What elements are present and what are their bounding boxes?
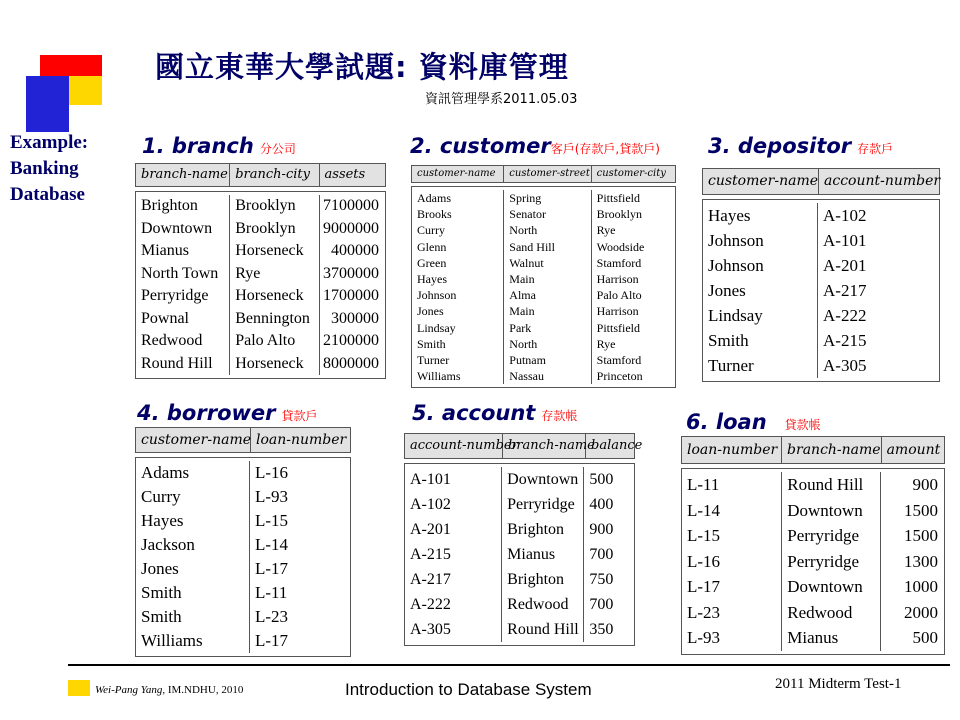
customer-cell: Williams [417, 369, 461, 384]
customer-cell: Walnut [509, 255, 544, 270]
loan-title-zh: 貸款帳 [784, 418, 821, 432]
branch-cell: Pownal [141, 309, 189, 327]
account-cell: Brighton [507, 521, 565, 538]
loan-column [881, 472, 944, 651]
customer-cell: Stamford [596, 352, 642, 367]
customer-cell: Spring [509, 191, 542, 205]
customer-cell: Alma [509, 288, 536, 303]
customer-body [411, 186, 676, 388]
account-title-zh: 存款帳 [541, 409, 578, 423]
customer-cell: Curry [417, 223, 445, 238]
loan-cell: 1000 [904, 577, 938, 596]
account-cell: Downtown [507, 471, 579, 488]
loan-cell: Mianus [787, 628, 839, 647]
borrower-cell: L-14 [254, 535, 288, 554]
borrower-cell: L-16 [254, 463, 288, 482]
customer-cell: Hayes [417, 271, 447, 286]
borrower-cell: L-93 [254, 487, 288, 506]
branch-cell: Palo Alto [235, 332, 296, 349]
account-cell: Perryridge [507, 496, 575, 513]
slide-subtitle: 資訊管理學系2011.05.03 [425, 92, 578, 107]
branch-cell: 1700000 [323, 287, 379, 304]
loan-cell: L-17 [687, 577, 721, 596]
loan-cell: L-14 [687, 500, 721, 520]
customer-cell: Palo Alto [596, 288, 642, 303]
customer-column-header: customer-name [412, 166, 504, 182]
customer-cell: Main [509, 271, 535, 286]
depositor-cell: Hayes [708, 206, 751, 225]
branch-cell: Downtown [141, 219, 213, 237]
side-label [10, 130, 88, 208]
customer-cell: North [509, 223, 538, 238]
loan-cell: Perryridge [787, 551, 859, 571]
customer-cell: Sand Hill [509, 239, 555, 254]
customer-cell: Putnam [509, 352, 546, 367]
account-column-header: account-number [405, 434, 503, 458]
account-cell: 700 [589, 546, 614, 563]
customer-cell: Rye [596, 223, 616, 238]
footer-divider [68, 664, 950, 666]
borrower-cell: L-11 [254, 583, 288, 602]
branch-cell: Mianus [141, 242, 189, 259]
loan-cell: Redwood [787, 602, 853, 622]
branch-cell: 400000 [331, 242, 379, 259]
account-column-header: branch-name [503, 434, 586, 458]
branch-cell: Brooklyn [235, 197, 296, 214]
customer-cell: Jones [417, 304, 444, 319]
depositor-cell: A-217 [823, 281, 867, 300]
branch-cell: 9000000 [323, 219, 379, 237]
customer-cell: North [509, 336, 538, 351]
customer-cell: Princeton [596, 369, 643, 384]
branch-cell: Bennington [235, 309, 310, 327]
account-cell: A-215 [410, 546, 451, 563]
customer-column [504, 190, 591, 384]
branch-column [230, 195, 319, 375]
loan-cell: L-93 [687, 628, 721, 647]
loan-column-header: branch-name [782, 437, 882, 463]
account-header-row [404, 433, 643, 459]
borrower-title-text: 4. borrower [137, 401, 276, 425]
branch-cell: Horseneck [235, 287, 304, 304]
account-cell: Redwood [507, 596, 569, 613]
customer-cell: Brooklyn [596, 207, 642, 222]
account-column [502, 467, 584, 642]
borrower-cell: L-17 [254, 559, 288, 578]
borrower-cell: L-17 [254, 631, 288, 650]
borrower-cell: Jackson [141, 535, 195, 554]
loan-cell: 900 [912, 475, 938, 494]
customer-cell: Main [509, 304, 535, 319]
loan-cell: 1500 [904, 500, 938, 520]
customer-cell: Pittsfield [596, 320, 640, 335]
customer-header-row [411, 165, 676, 183]
depositor-cell: A-101 [823, 231, 867, 250]
side-label-line: Banking [10, 158, 79, 179]
loan-cell: 500 [912, 628, 938, 647]
depositor-cell: A-215 [823, 331, 867, 350]
account-cell: 700 [589, 596, 614, 613]
customer-cell: Senator [509, 207, 546, 222]
customer-cell: Glenn [417, 239, 447, 254]
loan-cell: 2000 [904, 602, 938, 622]
branch-cell: 8000000 [323, 354, 379, 372]
footer-author-org: IM.NDHU, 2010 [165, 684, 244, 696]
loan-cell: 1500 [904, 526, 938, 545]
customer-cell: Harrison [596, 271, 639, 286]
account-cell: A-222 [410, 596, 451, 613]
depositor-title-text: 3. depositor [708, 134, 852, 158]
loan-column [782, 472, 881, 651]
footer-course-title: Introduction to Database System [345, 680, 592, 699]
branch-cell: 3700000 [323, 264, 379, 282]
footer-yellow-square [68, 680, 90, 696]
branch-cell: 300000 [331, 309, 379, 327]
branch-cell: Rye [235, 264, 261, 282]
borrower-cell: Hayes [141, 511, 184, 530]
branch-title [142, 134, 296, 158]
customer-cell: Johnson [417, 288, 457, 303]
loan-cell: L-15 [687, 526, 721, 545]
account-cell: A-102 [410, 496, 451, 513]
account-cell: 350 [589, 621, 614, 638]
depositor-title-zh: 存款戶 [857, 142, 894, 156]
customer-column-header: customer-street [504, 166, 591, 182]
depositor-cell: A-201 [823, 256, 867, 275]
depositor-cell: Turner [708, 356, 754, 375]
depositor-cell: Johnson [708, 231, 764, 250]
branch-title-zh: 分公司 [259, 142, 296, 156]
loan-cell: Downtown [787, 577, 863, 596]
customer-title-text: 2. customer [410, 134, 551, 158]
slide-title: 國立東華大學試題: 資料庫管理 [155, 50, 569, 84]
loan-cell: L-23 [687, 602, 721, 622]
customer-cell: Nassau [509, 369, 544, 384]
depositor-cell: A-222 [823, 306, 867, 325]
borrower-cell: Smith [141, 583, 182, 602]
depositor-column [818, 203, 939, 378]
account-cell: Mianus [507, 546, 556, 563]
customer-cell: Woodside [596, 239, 645, 254]
loan-column-header: amount [886, 442, 941, 458]
customer-cell: Harrison [596, 304, 639, 319]
branch-cell: Brooklyn [235, 219, 296, 237]
customer-column [592, 190, 675, 384]
depositor-title [708, 134, 893, 158]
borrower-title [137, 401, 318, 425]
account-body [404, 463, 635, 646]
loan-column [682, 472, 782, 651]
borrower-cell: Williams [141, 631, 203, 650]
loan-cell: 1300 [904, 551, 938, 571]
customer-cell: Adams [417, 191, 451, 205]
decor-yellow-square [66, 76, 102, 105]
customer-cell: Smith [417, 336, 446, 351]
account-cell: A-101 [410, 471, 451, 488]
customer-title [410, 134, 660, 158]
branch-cell: 7100000 [323, 197, 379, 214]
customer-cell: Pittsfield [596, 191, 640, 205]
footer-slide-label: 2011 Midterm Test-1 [775, 676, 902, 692]
depositor-cell: Jones [708, 281, 746, 300]
side-label-line: Example: [10, 132, 89, 153]
branch-column-header: branch-name [136, 164, 230, 186]
loan-cell: L-11 [687, 475, 720, 494]
loan-title-text: 6. loan [686, 410, 767, 434]
account-cell: 500 [589, 471, 614, 488]
account-title [412, 401, 577, 425]
account-column-header: balance [591, 438, 643, 453]
depositor-cell: A-305 [823, 356, 867, 375]
account-column [405, 467, 502, 642]
account-cell: A-201 [410, 521, 451, 538]
account-cell: Round Hill [507, 621, 579, 638]
borrower-cell: L-15 [254, 511, 288, 530]
branch-cell: Brighton [141, 197, 198, 214]
loan-cell: Downtown [787, 500, 863, 520]
footer-author [95, 684, 243, 696]
depositor-header-row [702, 168, 940, 195]
loan-cell: L-16 [687, 551, 721, 571]
account-cell: A-217 [410, 571, 451, 588]
loan-column-header: loan-number [682, 437, 782, 463]
branch-body [135, 191, 386, 379]
branch-header-row [135, 163, 386, 187]
customer-cell: Turner [417, 352, 450, 367]
branch-cell: North Town [141, 264, 219, 282]
customer-cell: Brooks [417, 207, 452, 222]
borrower-column-header: loan-number [256, 432, 347, 448]
customer-cell: Park [509, 320, 532, 335]
account-column [584, 467, 634, 642]
borrower-title-zh: 貸款戶 [281, 409, 318, 423]
borrower-header-row [135, 427, 351, 453]
branch-title-text: 1. branch [142, 134, 254, 158]
borrower-cell: Curry [141, 487, 181, 506]
branch-cell: Horseneck [235, 242, 304, 259]
branch-column-header: assets [324, 167, 366, 182]
loan-cell: Perryridge [787, 526, 859, 545]
loan-body [681, 468, 945, 655]
branch-cell: Perryridge [141, 287, 209, 304]
branch-cell: 2100000 [323, 332, 379, 349]
account-cell: A-305 [410, 621, 451, 638]
footer-author-name: Wei-Pang Yang, [95, 684, 166, 696]
account-cell: Brighton [507, 571, 565, 588]
account-title-text: 5. account [412, 401, 536, 425]
branch-column-header: branch-city [230, 164, 319, 186]
branch-column [320, 195, 385, 375]
customer-column [412, 190, 504, 384]
depositor-cell: Lindsay [708, 306, 763, 325]
loan-cell: Round Hill [787, 475, 864, 494]
customer-cell: Rye [596, 336, 616, 351]
borrower-cell: Smith [141, 607, 182, 626]
borrower-column [136, 461, 250, 653]
account-cell: 900 [589, 521, 614, 538]
branch-cell: Redwood [141, 332, 203, 349]
customer-title-zh: 客戶(存款戶,貸款戶) [550, 142, 660, 156]
depositor-cell: Smith [708, 331, 749, 350]
loan-header-row [681, 436, 945, 464]
loan-title [686, 410, 821, 434]
borrower-cell: Jones [141, 559, 179, 578]
depositor-column [703, 203, 818, 378]
borrower-column-header: customer-name [136, 428, 251, 452]
customer-column-header: customer-city [596, 168, 666, 179]
depositor-body [702, 199, 940, 382]
account-cell: 400 [589, 496, 614, 513]
depositor-column-header: customer-name [703, 169, 819, 194]
branch-cell: Horseneck [235, 354, 304, 372]
depositor-cell: A-102 [823, 206, 867, 225]
decor-blue-square [26, 76, 69, 132]
account-cell: 750 [589, 571, 614, 588]
branch-cell: Round Hill [141, 354, 213, 372]
borrower-body [135, 457, 351, 657]
depositor-column-header: account-number [824, 173, 941, 189]
side-label-line: Database [10, 184, 85, 205]
borrower-column [250, 461, 350, 653]
depositor-cell: Johnson [708, 256, 764, 275]
customer-cell: Green [417, 255, 447, 270]
customer-cell: Stamford [596, 255, 642, 270]
borrower-cell: Adams [141, 463, 190, 482]
customer-cell: Lindsay [417, 320, 456, 335]
borrower-cell: L-23 [254, 607, 288, 626]
branch-column [136, 195, 230, 375]
